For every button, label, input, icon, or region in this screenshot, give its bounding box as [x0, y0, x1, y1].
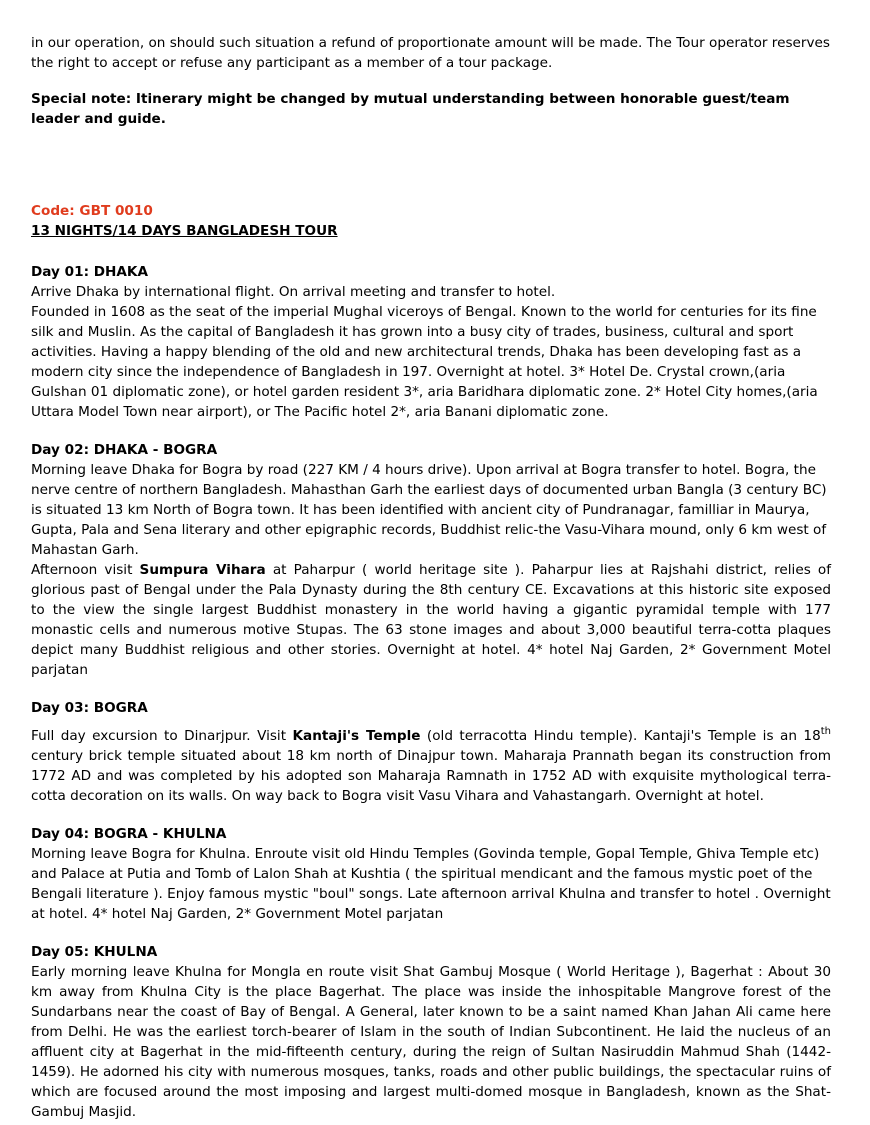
special-note: Special note: Itinerary might be changed by mutual understanding between honorable guest/team leader and guide. [31, 91, 790, 127]
tour-code: Code: GBT 0010 [31, 203, 153, 219]
day-02-separator: : [83, 442, 94, 458]
day-02-p2-highlight: Sumpura Vihara [139, 562, 266, 578]
day-02-heading [31, 440, 831, 460]
day-05-separator: : [83, 944, 94, 960]
day-02-p2-post: at Paharpur ( world heritage site ). Paharpur lies at Rajshahi district, relies of glorious past of Bengal under the Pala Dynasty during the 8th century CE. Excavations at this historic site exposed to the view the single largest Buddhist monastery in the world having a gigantic pyramidal temple with 177 monastic cells and numerous motive Stupas. The 63 stone images and about 3,000 beautiful terra-cotta plaques depict many Buddhist religious and other stories. Overnight at hotel. 4* hotel Naj Garden, 2* Government Motel parjatan [31, 562, 832, 678]
day-03-p1-mid: (old terracotta Hindu temple). Kantaji's Temple is an 18 [420, 728, 821, 744]
day-05-title: KHULNA [93, 944, 158, 960]
document-page [31, 33, 831, 1122]
day-01-heading [31, 262, 831, 282]
tour-title-line [31, 221, 831, 241]
day-03-paragraph-1 [31, 726, 831, 806]
day-01-title: DHAKA [93, 264, 148, 280]
day-02-paragraph-1: Morning leave Dhaka for Bogra by road (227 KM / 4 hours drive). Upon arrival at Bogra transfer to hotel. Bogra, the nerve centre of northern Bangladesh. Mahasthan Garh the earliest days of documented urban Bangla (3 century BC) is situated 13 km North of Bogra town. It has been identified with ancient city of Pundranagar, familliar in Maurya, Gupta, Pala and Sena literary and other epigraphic records, Buddhist relic-the Vasu-Vihara mound, only 6 km west of Mahastan Garh. [31, 462, 827, 558]
day-05-paragraph-1: Early morning leave Khulna for Mongla en route visit Shat Gambuj Mosque ( World Heritage ), Bagerhat : About 30 km away from Khulna City is the place Bagerhat. The place was inside the inhospitable Mangrove forest of the Sundarbans near the coast of Bay of Bengal. A General, later known to be a saint named Khan Jahan Ali came here from Delhi. He was the earliest torch-bearer of Islam in the south of Indian Subcontinent. He laid the nucleus of an affluent city at Bagerhat in the mid-fifteenth century, during the reign of Sultan Nasiruddin Mahmud Shah (1442-1459). He adorned his city with numerous mosques, tanks, roads and other public buildings, the spectacular ruins of which are focused around the most imposing and largest multi-domed mosque in Bangladesh, known as the Shat-Gambuj Masjid. [31, 964, 831, 1120]
tour-title: 13 NIGHTS/14 DAYS BANGLADESH TOUR [31, 223, 338, 239]
day-02-label: Day 02 [31, 442, 84, 458]
day-04-paragraph-1: Morning leave Bogra for Khulna. Enroute visit old Hindu Temples (Govinda temple, Gopal Temple, Ghiva Temple etc) and Palace at Putia and Tomb of Lalon Shah at Kushtia ( the spiritual mendicant and the famous mystic poet of the Bengali literature ). Enjoy famous mystic "boul" songs. Late afternoon arrival Khulna and transfer to hotel . Overnight at hotel. 4* hotel Naj Garden, 2* Government Motel parjatan [31, 846, 831, 922]
day-04-label: Day 04 [31, 826, 84, 842]
day-03-p1-superscript: th [820, 726, 831, 737]
day-01-label: Day 01 [31, 264, 84, 280]
day-05-label: Day 05 [31, 944, 84, 960]
day-04-title: BOGRA - KHULNA [93, 826, 227, 842]
day-04-separator: : [83, 826, 94, 842]
day-05-heading [31, 942, 831, 962]
day-03-p1-pre: Full day excursion to Dinarjpur. Visit [31, 728, 293, 744]
day-03-label: Day 03 [31, 700, 84, 716]
day-03-heading [31, 698, 831, 718]
day-03-p1-post: century brick temple situated about 18 km north of Dinajpur town. Maharaja Prannath began its construction from 1772 AD and was completed by his adopted son Maharaja Ramnath in 1752 AD with exquisite mythological terra-cotta decoration on its walls. On way back to Bogra visit Vasu Vihara and Vahastangarh. Overnight at hotel. [31, 748, 831, 804]
day-01-paragraph-2: Founded in 1608 as the seat of the imperial Mughal viceroys of Bengal. Known to the world for centuries for its fine silk and Muslin. As the capital of Bangladesh it has grown into a busy city of trades, business, cultural and sport activities. Having a happy blending of the old and new architectural trends, Dhaka has been developing fast as a modern city since the independence of Bangladesh in 197. Overnight at hotel. 3* Hotel De. Crystal crown,(aria Gulshan 01 diplomatic zone), or hotel garden resident 3*, aria Baridhara diplomatic zone. 2* Hotel City homes,(aria Uttara Model Town near airport), or The Pacific hotel 2*, aria Banani diplomatic zone. [31, 304, 818, 420]
intro-paragraph: in our operation, on should such situation a refund of proportionate amount will be made. The Tour operator reserves the right to accept or refuse any participant as a member of a tour package. [31, 35, 830, 71]
day-03-title: BOGRA [93, 700, 148, 716]
day-02-p2-pre: Afternoon visit [31, 562, 140, 578]
day-01-paragraph-1: Arrive Dhaka by international flight. On arrival meeting and transfer to hotel. [31, 284, 556, 300]
day-02-title: DHAKA - BOGRA [93, 442, 218, 458]
day-02-paragraph-2 [31, 560, 831, 680]
day-04-heading [31, 824, 831, 844]
day-01-separator: : [83, 264, 94, 280]
day-03-separator: : [83, 700, 94, 716]
day-03-p1-highlight: Kantaji's Temple [292, 728, 421, 744]
